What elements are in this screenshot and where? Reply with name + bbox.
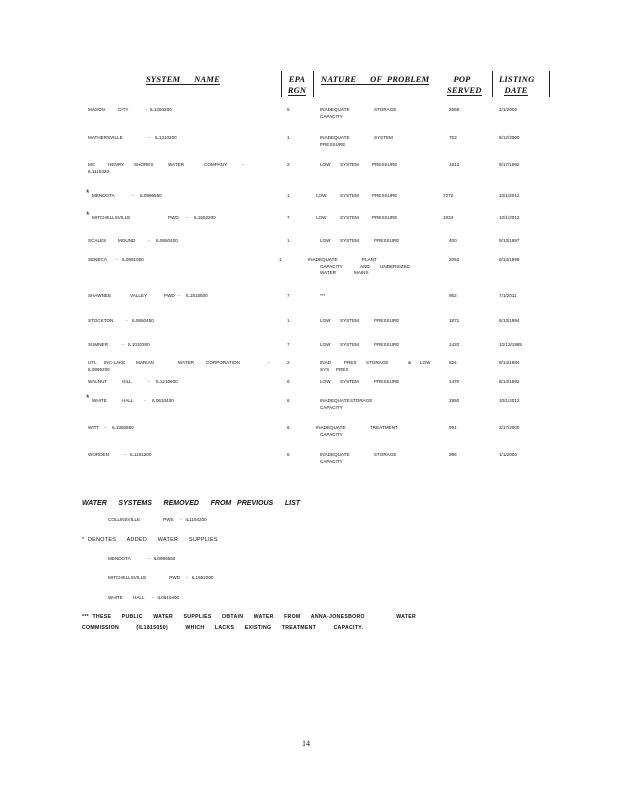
divider [313, 71, 314, 97]
nature-word: PRESSURE [372, 193, 398, 198]
system-name-word: WATER [168, 162, 185, 167]
nature-word: SYSTEM [340, 318, 359, 323]
system-name-word: - [148, 238, 150, 243]
population-served: 753 [449, 135, 457, 140]
nature-word: SYSTEM [374, 135, 393, 140]
system-name-word: IL0996550 [140, 193, 162, 198]
nature-word: PRESSURE [374, 238, 400, 243]
nature-word: PRESSURE [374, 342, 400, 347]
epa-region: 1 [287, 238, 290, 243]
footnote-line-2: COMMISSION (IL1815050) WHICH LACKS EXISTING TREATMENT CAPACITY. [82, 625, 364, 631]
listing-date: 9/17/1992 [499, 162, 520, 167]
system-name-word: IL1010300 [128, 342, 150, 347]
listing-date: 1/1/2006 [499, 452, 517, 457]
system-name-word: SHAWNEE [88, 293, 112, 298]
nature-word: WATER [320, 270, 337, 275]
added-marker: * [86, 393, 90, 403]
population-served: 824 [449, 360, 457, 365]
system-name-word: UTL [88, 360, 97, 365]
system-name-word: PWD [168, 215, 179, 220]
system-name-word: IL1652200 [194, 215, 216, 220]
epa-region: 6 [287, 379, 290, 384]
nature-word: & [408, 360, 412, 365]
epa-region: 7 [287, 215, 290, 220]
nature-word: SYSTEM [340, 342, 359, 347]
nature-word: INADEQUATE [320, 135, 350, 140]
nature-word: PRESSURE [372, 162, 398, 167]
nature-word: LOW [316, 193, 327, 198]
epa-region: 6 [287, 452, 290, 457]
nature-word: LOW [316, 215, 327, 220]
footnote-line-1: *** THESE PUBLIC WATER SUPPLIES OBTAIN WATER FROM ANNA-JONESBORO WATER [82, 614, 417, 620]
system-name-word: IL1191200 [130, 452, 152, 457]
nature-word: INAD [320, 360, 331, 365]
system-name-word: WATER [178, 360, 195, 365]
listing-date: 10/1/2012 [499, 193, 520, 198]
added-marker: * [86, 210, 90, 220]
population-served: 952 [449, 293, 457, 298]
epa-region: 2 [287, 162, 290, 167]
epa-region: 6 [287, 398, 290, 403]
system-name-word: MASON [88, 107, 105, 112]
system-name-word: IL1815500 [186, 293, 208, 298]
epa-region: 1 [287, 135, 290, 140]
nature-word: STORAGE [374, 107, 397, 112]
nature-word: CAPACITY [320, 113, 343, 119]
epa-region: 6 [287, 425, 290, 430]
system-name-word: COMPANY [204, 162, 227, 167]
added-marker: * [86, 188, 90, 198]
nature-word: INADEQUATE [320, 398, 350, 403]
system-name-word: VALLEY [130, 293, 148, 298]
system-name-word: IL0610400 [152, 398, 174, 403]
listing-date: 9/13/1997 [499, 238, 520, 243]
nature-word: INADEQUATE [308, 257, 338, 262]
system-name-word: PWD [164, 293, 175, 298]
epa-region: 5 [287, 107, 290, 112]
nature-word: STORAGE [374, 452, 397, 457]
nature-word: LOW [320, 379, 331, 384]
system-name-word: - [104, 425, 106, 430]
population-served: 2950 [449, 398, 460, 403]
system-name-word: - [178, 293, 180, 298]
nature-word: SYSTEM [340, 193, 359, 198]
system-name-word: IL0850400 [156, 238, 178, 243]
listing-date: 10/1/2012 [499, 398, 520, 403]
epa-region: 1 [287, 193, 290, 198]
listing-date: 1/1/2006 [499, 107, 517, 112]
nature-word: AND [360, 263, 370, 269]
header-listing-date: LISTING DATE [499, 74, 535, 95]
nature-word: PRESSURE [374, 379, 400, 384]
system-name-word: MC [88, 162, 96, 167]
nature-word: CAPACITY [320, 458, 343, 464]
system-name-word: IL1250200 [150, 107, 172, 112]
epa-region: 7 [287, 342, 290, 347]
nature-word: LOW [320, 342, 331, 347]
system-name-word: - [268, 360, 270, 365]
system-name-word: CITY [118, 107, 129, 112]
population-served: 1470 [449, 379, 460, 384]
system-name-word: HALL [122, 398, 134, 403]
header-system-name: SYSTEM NAME [146, 74, 221, 84]
nature-word: CAPACITY [320, 404, 343, 410]
system-name-word: - [148, 379, 150, 384]
population-served: 2053 [449, 257, 460, 262]
listing-date: 3/17/2000 [499, 425, 520, 430]
population-served: 1824 [443, 215, 454, 220]
removed-title: WATER SYSTEMS REMOVED FROM PREVIOUS LIST [82, 500, 301, 507]
nature-word: SYSTEM [340, 238, 359, 243]
nature-word: PRES [344, 360, 357, 365]
system-name-word: IL1310200 [155, 135, 177, 140]
epa-region: 1 [287, 318, 290, 323]
system-name-word: SCALES [88, 238, 107, 243]
system-name-word: MATHERSVILLE [88, 135, 123, 140]
nature-word: PRESSURE [320, 141, 346, 147]
nature-word: SYS [320, 366, 330, 372]
system-name-word: IL0895200 [88, 366, 110, 372]
divider [492, 71, 493, 97]
system-name-word: - [124, 452, 126, 457]
header-pop-served: POP SERVED [447, 74, 482, 95]
system-name-word: - [126, 318, 128, 323]
system-name-word: - [186, 215, 188, 220]
nature-word: PLANT [362, 257, 377, 262]
nature-word: MAINS [354, 270, 369, 275]
system-name-word: MOUND [118, 238, 136, 243]
listing-date: 6/13/1994 [499, 318, 520, 323]
system-name-word: MARIAN [136, 360, 154, 365]
listing-date: 8/14/1992 [499, 379, 520, 384]
listing-date: 7/1/2011 [499, 293, 517, 298]
nature-word: LOW [320, 238, 331, 243]
system-name-word: IL1115320 [88, 168, 110, 174]
nature-word: PRESSURE [372, 215, 398, 220]
listing-date: 9/12/2000 [499, 135, 520, 140]
system-name-word: SENECA [88, 257, 107, 262]
population-served: 7272 [443, 193, 454, 198]
epa-region: 1 [279, 257, 282, 262]
divider [281, 71, 282, 97]
system-name-word: MENDOTA [92, 193, 115, 198]
nature-word: PRESSURE [374, 318, 400, 323]
system-name-word: HILL [122, 379, 132, 384]
removed-item: COLLINSVILLE PWS - IL1194200 [108, 517, 207, 522]
system-name-word: IL1210600 [156, 379, 178, 384]
system-name-word: SUMNER [88, 342, 108, 347]
added-item: MENDOTA - IL0996550 [108, 556, 176, 561]
system-name-word: MITCHELLSVILLE [92, 215, 131, 220]
listing-date: 10/1/2012 [499, 215, 520, 220]
system-name-word: - [146, 107, 148, 112]
nature-word: SYSTEM [340, 162, 359, 167]
nature-word: TREATMENT [370, 425, 398, 430]
listing-date: 6/13/1999 [499, 257, 520, 262]
population-served: 1420 [449, 342, 460, 347]
page-number: 14 [302, 739, 310, 748]
population-served: 1813 [449, 162, 460, 167]
nature-word: STORAGE [350, 398, 373, 403]
divider [549, 71, 550, 97]
population-served: 996 [449, 452, 457, 457]
population-served: 991 [449, 425, 457, 430]
system-name-word: WITT [88, 425, 100, 430]
nature-word: CAPACITY [320, 263, 343, 269]
nature-word: LOW [420, 360, 431, 365]
system-name-word: CORPORATION [206, 360, 240, 365]
system-name-word: - [132, 193, 134, 198]
system-name-word: INC-LAKE [104, 360, 126, 365]
header-nature-of-problem: NATURE OF PROBLEM [321, 74, 430, 84]
added-title: * DENOTES ADDED WATER SUPPLIES [82, 537, 218, 543]
epa-region: 2 [287, 360, 290, 365]
nature-word: INADEQUATE [316, 425, 346, 430]
listing-date: 9/14/1984 [499, 360, 520, 365]
system-name-word: WORDEN [88, 452, 109, 457]
system-name-word: IL0991050 [122, 257, 144, 262]
population-served: 2558 [449, 107, 460, 112]
nature-word: SYSTEM [340, 215, 359, 220]
nature-word: CAPACITY [320, 431, 343, 437]
system-name-word: - [122, 342, 124, 347]
system-name-word: IL0850450 [132, 318, 154, 323]
listing-date: 12/13/1985 [499, 342, 522, 347]
system-name-word: WHITE [92, 398, 107, 403]
nature-word: STORAGE [366, 360, 389, 365]
system-name-word: STOCKTON [88, 318, 114, 323]
epa-region: 7 [287, 293, 290, 298]
nature-word: PRES [336, 366, 349, 372]
system-name-word: IL1350850 [112, 425, 134, 430]
header-epa-rgn: EPA RGN [287, 74, 307, 95]
system-name-word: WALNUT [88, 379, 108, 384]
nature-word: INADEQUATE [320, 452, 350, 457]
system-name-word: - [242, 162, 244, 167]
system-name-word: SHORES [134, 162, 154, 167]
added-item: MITCHELLSVILLE PWD - IL1652200 [108, 575, 214, 580]
nature-word: LOW [320, 162, 331, 167]
population-served: 400 [449, 238, 457, 243]
system-name-word: - [144, 398, 146, 403]
nature-word: SYSTEM [340, 379, 359, 384]
added-item: WHITE HALL - IL0610400 [108, 595, 180, 600]
nature-word: *** [320, 293, 326, 298]
nature-word: LOW [320, 318, 331, 323]
system-name-word: - [148, 135, 150, 140]
nature-word: INADEQUATE [320, 107, 350, 112]
population-served: 1871 [449, 318, 460, 323]
system-name-word: - [116, 257, 118, 262]
system-name-word: HENRY [108, 162, 124, 167]
nature-word: UNDERSIZED [380, 263, 410, 269]
